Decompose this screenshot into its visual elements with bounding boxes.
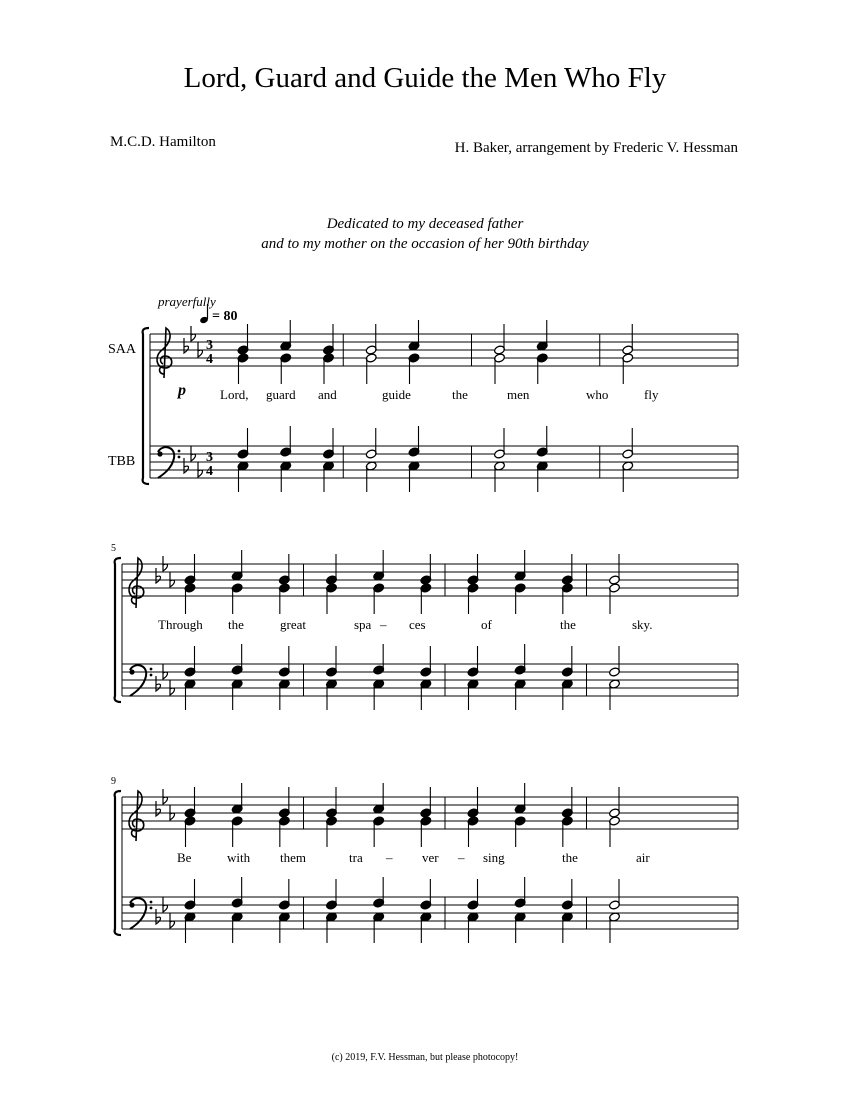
- flat-sign-icon: [191, 446, 196, 461]
- lyric-syllable: sing: [483, 850, 505, 865]
- lyric-syllable: the: [562, 850, 578, 865]
- system-bracket: [115, 558, 121, 702]
- measure-number-9: 9: [111, 776, 116, 787]
- flat-sign-icon: [184, 458, 189, 473]
- lyricist-credit: M.C.D. Hamilton: [110, 134, 216, 150]
- flat-sign-icon: [163, 897, 168, 912]
- lyric-syllable: tra: [349, 850, 363, 865]
- lyric-syllable: with: [227, 850, 251, 865]
- page-title: Lord, Guard and Guide the Men Who Fly: [183, 62, 667, 94]
- flat-sign-icon: [198, 462, 203, 477]
- treble-clef-icon: [129, 791, 144, 841]
- lyric-syllable: sky.: [632, 617, 653, 632]
- lyric-hyphen: –: [386, 850, 393, 865]
- flat-sign-icon: [163, 789, 168, 804]
- lyric-syllable: the: [228, 617, 244, 632]
- flat-sign-icon: [156, 676, 161, 691]
- lyric-syllable: guard: [266, 387, 296, 402]
- bass-clef-dot: [150, 907, 153, 910]
- tempo-value: = 80: [212, 309, 238, 324]
- flat-sign-icon: [156, 909, 161, 924]
- time-sig-bottom-treble: 4: [206, 352, 213, 367]
- lyrics-system-1: [220, 387, 659, 402]
- system-bracket: [143, 328, 149, 484]
- dynamic-marking: p: [178, 382, 186, 399]
- flat-sign-icon: [163, 664, 168, 679]
- lyric-syllable: men: [507, 387, 530, 402]
- flat-sign-icon: [170, 680, 175, 695]
- lyric-syllable: who: [586, 387, 609, 402]
- flat-sign-icon: [170, 805, 175, 820]
- copyright-notice: (c) 2019, F.V. Hessman, but please photocopy!: [331, 1052, 519, 1063]
- lyric-syllable: the: [560, 617, 576, 632]
- tempo-text: prayerfully: [158, 294, 216, 309]
- bass-clef-dot: [178, 450, 181, 453]
- flat-sign-icon: [198, 342, 203, 357]
- lyric-hyphen: –: [380, 617, 387, 632]
- lyrics-system-2: [158, 617, 652, 632]
- lyric-syllable: ces: [409, 617, 426, 632]
- flat-sign-icon: [184, 338, 189, 353]
- bass-clef-dot: [129, 902, 134, 907]
- dedication-line-1: Dedicated to my deceased father: [326, 216, 524, 232]
- lyric-syllable: them: [280, 850, 306, 865]
- treble-clef-icon: [129, 558, 144, 608]
- bass-clef-dot: [157, 451, 162, 456]
- lyric-syllable: of: [481, 617, 492, 632]
- lyric-syllable: guide: [382, 387, 411, 402]
- time-sig-top-treble: 3: [206, 338, 213, 353]
- part-label-saa: SAA: [108, 342, 137, 357]
- bass-clef-dot: [129, 669, 134, 674]
- bass-clef-dot: [150, 668, 153, 671]
- lyric-syllable: Lord,: [220, 387, 249, 402]
- lyric-syllable: and: [318, 387, 337, 402]
- flat-sign-icon: [170, 913, 175, 928]
- system-bracket: [115, 791, 121, 935]
- flat-sign-icon: [170, 572, 175, 587]
- bass-clef-dot: [150, 674, 153, 677]
- lyric-syllable: Be: [177, 850, 192, 865]
- time-sig-top-bass: 3: [206, 450, 213, 465]
- flat-sign-icon: [156, 801, 161, 816]
- lyric-syllable: fly: [644, 387, 659, 402]
- lyric-syllable: the: [452, 387, 468, 402]
- lyrics-system-3: [177, 850, 650, 865]
- part-label-tbb: TBB: [108, 454, 136, 469]
- composer-credit: H. Baker, arrangement by Frederic V. Hessman: [454, 140, 738, 156]
- dedication-line-2: and to my mother on the occasion of her 90th birthday: [261, 236, 589, 252]
- bass-clef-dot: [150, 901, 153, 904]
- lyric-syllable: great: [280, 617, 306, 632]
- bass-clef-dot: [178, 456, 181, 459]
- lyric-syllable: air: [636, 850, 650, 865]
- lyric-syllable: spa: [354, 617, 372, 632]
- flat-sign-icon: [156, 568, 161, 583]
- time-sig-bottom-bass: 4: [206, 464, 213, 479]
- lyric-syllable: ver: [422, 850, 439, 865]
- flat-sign-icon: [163, 556, 168, 571]
- measure-number-5: 5: [111, 543, 116, 554]
- treble-clef-icon: [157, 328, 172, 378]
- lyric-hyphen: –: [458, 850, 465, 865]
- lyric-syllable: Through: [158, 617, 203, 632]
- flat-sign-icon: [191, 326, 196, 341]
